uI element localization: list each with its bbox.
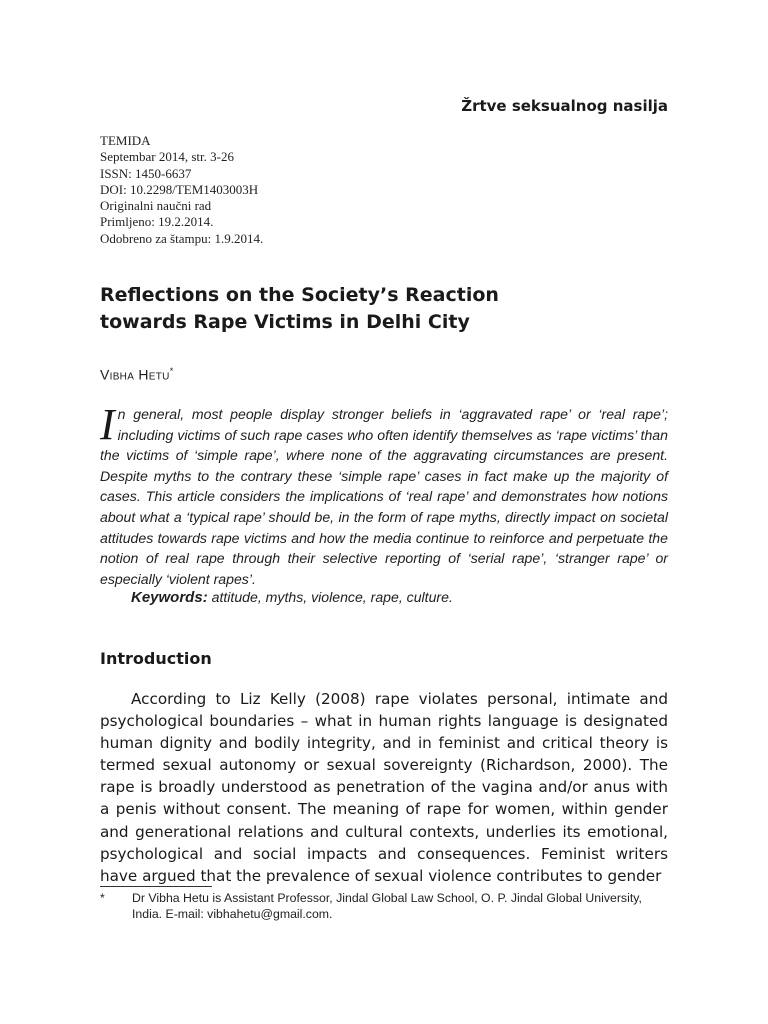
footnote-text: Dr Vibha Hetu is Assistant Professor, Jindal Global Law School, O. P. Jindal Global University, India. E-mail: vibhahetu@gmail.com. bbox=[132, 891, 642, 921]
author-footnote-marker: * bbox=[169, 366, 174, 376]
running-head: Žrtve seksualnog nasilja bbox=[461, 97, 668, 115]
keywords-text: attitude, myths, violence, rape, culture. bbox=[207, 589, 453, 605]
author-name bbox=[100, 366, 174, 383]
received-date: Primljeno: 19.2.2014. bbox=[100, 214, 214, 230]
title-line-1: Reflections on the Society’s Reaction bbox=[100, 284, 499, 306]
paper-title bbox=[100, 282, 660, 336]
footnote-marker: * bbox=[100, 891, 105, 905]
footnote-rule bbox=[100, 886, 212, 887]
article-type: Originalni naučni rad bbox=[100, 198, 212, 214]
introduction-paragraph: According to Liz Kelly (2008) rape violates personal, intimate and psychological boundaries – what in human rights language is designated human dignity and bodily integrity, and in feminist and critical theory is termed sexual autonomy or sexual sovereignty (Richardson, 2000). The rape is broadly understood as penetration of the vagina and/or anus with a penis without consent. The meaning of rape for women, within gender and generational relations and cultural contexts, underlies its emotional, psychological and social impacts and consequences. Feminist writers have argued that the prevalence of sexual violence contributes to gender bbox=[100, 690, 668, 885]
keywords bbox=[131, 589, 671, 606]
issue-info: Septembar 2014, str. 3-26 bbox=[100, 149, 234, 165]
author-name-text: Vibha Hetu bbox=[100, 366, 170, 383]
section-heading-introduction: Introduction bbox=[100, 649, 212, 668]
keywords-label: Keywords: bbox=[131, 589, 208, 606]
doi: DOI: 10.2298/TEM1403003H bbox=[100, 181, 259, 197]
accepted-date: Odobreno za štampu: 1.9.2014. bbox=[100, 230, 264, 246]
issn: ISSN: 1450-6637 bbox=[100, 165, 192, 181]
abstract-dropcap: I bbox=[100, 400, 115, 449]
abstract bbox=[100, 400, 668, 589]
title-line-2: towards Rape Victims in Delhi City bbox=[100, 311, 470, 333]
abstract-text: n general, most people display stronger beliefs in ‘aggravated rape’ or ‘real rape’; including victims of such rape cases who often identify themselves as ‘rape victims’ than the victims of ‘simple rape’, where none of the aggravating circumstances are present. Despite myths to the contrary these ‘simple rape’ cases in fact make up the majority of cases. This article considers the implications of ‘real rape’ and demonstrates how notions about what a ‘typical rape’ should be, in the form of rape myths, directly impact on societal attitudes towards rape victims and how the media continue to reinforce and perpetuate the notion of real rape through their selective reporting of ‘serial rape’, ‘stranger rape’ or especially ‘violent rapes’. bbox=[100, 406, 668, 587]
footnote bbox=[100, 891, 668, 922]
article-metadata bbox=[100, 133, 263, 247]
journal-name: TEMIDA bbox=[100, 133, 151, 148]
